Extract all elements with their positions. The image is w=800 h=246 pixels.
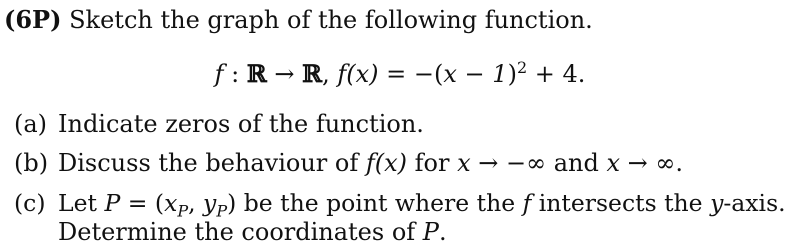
formula-domain: ℝ [246, 59, 267, 88]
item-c-line2-text-1: Determine the coordinates of [58, 218, 423, 246]
item-c-math-3: y [203, 189, 217, 217]
formula-codomain: ℝ [302, 59, 323, 88]
item-b-text-3: and [546, 149, 607, 177]
item-b [14, 149, 683, 177]
item-b-math-2: x → −∞ [457, 149, 547, 177]
item-c-sub-3: P [216, 201, 228, 221]
item-c [14, 189, 786, 221]
formula-lhs: f(x) [337, 60, 379, 88]
item-c-math-4: f [522, 189, 532, 217]
item-c-text-1: Let [58, 189, 105, 217]
item-c-continuation [58, 218, 447, 246]
problem-heading [4, 6, 593, 34]
item-c-math-5: y [710, 189, 724, 217]
formula-tail: + 4. [527, 60, 586, 88]
function-formula [0, 60, 800, 88]
formula-close: ) [507, 60, 517, 88]
item-c-text-6: -axis. [723, 189, 786, 217]
item-b-text-4: . [675, 149, 684, 177]
formula-colon: : [223, 60, 247, 88]
formula-inner: x − 1 [443, 60, 508, 88]
item-b-text-2: for [407, 149, 458, 177]
item-b-marker: (b) [14, 149, 49, 177]
item-c-math-2: x [164, 189, 178, 217]
item-a-marker: (a) [14, 110, 48, 138]
item-c-marker: (c) [14, 189, 46, 217]
item-c-line2-text-2: . [438, 218, 447, 246]
formula-exponent: 2 [516, 58, 528, 77]
item-c-text-5: intersects the [531, 189, 711, 217]
formula-eq: = −( [378, 60, 444, 88]
formula-comma: , [322, 60, 338, 88]
item-c-math-1: P [104, 189, 121, 217]
points-label: (6P) [4, 5, 62, 34]
item-c-line2-math-1: P [422, 218, 439, 246]
item-b-math-3: x → ∞ [606, 149, 676, 177]
item-b-math-1: f(x) [365, 149, 408, 177]
formula-arrow: → [266, 60, 303, 88]
item-c-text-2: = ( [120, 189, 165, 217]
item-c-text-4: ) be the point where the [227, 189, 523, 217]
problem-intro: Sketch the graph of the following function. [69, 6, 593, 34]
item-a-text: Indicate zeros of the function. [58, 110, 424, 138]
item-c-sub-2: P [177, 201, 189, 221]
item-b-text-1: Discuss the behaviour of [58, 149, 366, 177]
item-a [14, 110, 424, 138]
formula-f: f [214, 60, 224, 88]
item-c-text-3: , [188, 189, 204, 217]
